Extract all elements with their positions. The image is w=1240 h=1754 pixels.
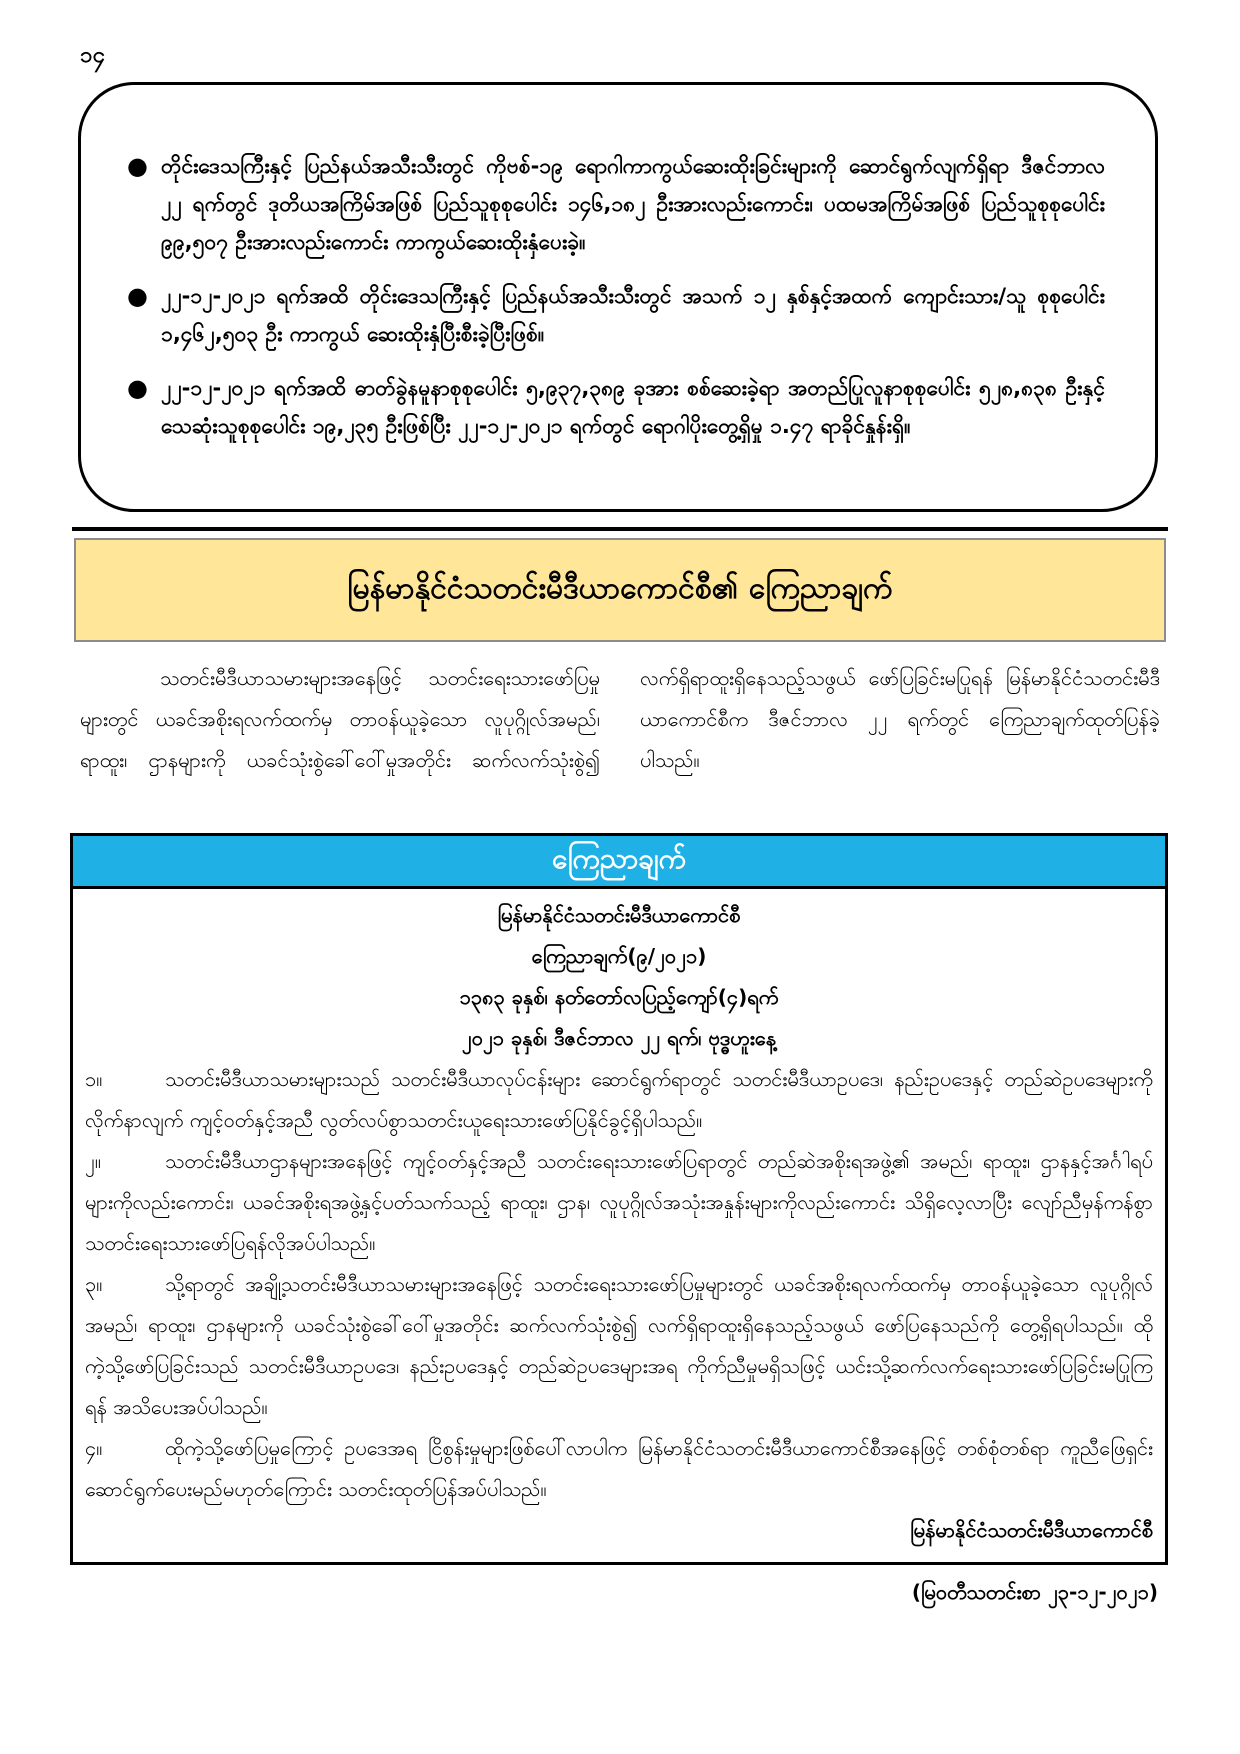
statement-paragraph <box>85 1059 1153 1141</box>
paragraph-text: သို့ရာတွင် အချို့သတင်းမီဒီယာသမားများအနေဖြင့် သတင်းရေးသားဖော်ပြမှုများတွင် ယခင်အစိုးရလက်ထက်မှ တာဝန်ယူခဲ့သော လူပုဂ္ဂိုလ်အမည်၊ ရာထူး၊ ဌာနများကို ယခင်သုံးစွဲခေါ်ဝေါ်မှုအတိုင်း ဆက်လက်သုံးစွဲ၍ လက်ရှိရာထူးရှိနေသည့်သဖွယ် ဖော်ပြနေသည်ကို တွေ့ရှိရပါသည်။ ထိုကဲ့သို့ဖော်ပြခြင်းသည် သတင်းမီဒီယာဥပဒေ၊ နည်းဥပဒေနှင့် တည်ဆဲဥပဒေများအရ ကိုက်ညီမှုမရှိသဖြင့် ယင်းသို့ဆက်လက်ရေးသားဖော်ပြခြင်းမပြုကြရန် အသိပေးအပ်ပါသည်။ <box>85 1272 1153 1419</box>
bullet-dot-icon: ● <box>127 282 148 310</box>
statement-box <box>70 833 1168 1565</box>
paragraph-number: ၃။ <box>85 1272 103 1296</box>
intro-paragraph: သတင်းမီဒီယာသမားများအနေဖြင့် သတင်းရေးသားဖော်ပြမှုများတွင် ယခင်အစိုးရလက်ထက်မှ တာဝန်ယူခဲ့သော လူပုဂ္ဂိုလ်အမည်၊ ရာထူး၊ ဌာနများကို ယခင်သုံးစွဲခေါ်ဝေါ်မှုအတိုင်း ဆက်လက်သုံးစွဲ၍ လက်ရှိရာထူးရှိနေသည့်သဖွယ် ဖော်ပြခြင်းမပြုရန် မြန်မာနိုင်ငံသတင်းမီဒီယာကောင်စီက ဒီဇင်ဘာလ ၂၂ ရက်တွင် ကြေညာချက်ထုတ်ပြန်ခဲ့ပါသည်။ <box>80 666 1160 772</box>
intro-article <box>80 658 1160 781</box>
statement-paragraph <box>85 1264 1153 1428</box>
statement-header-title: ကြေညာချက် <box>551 842 686 875</box>
bullet-item <box>127 147 1105 261</box>
section-divider <box>72 527 1168 531</box>
statement-paragraph <box>85 1141 1153 1264</box>
bullet-dot-icon: ● <box>127 374 148 402</box>
bullet-item <box>127 369 1105 445</box>
statement-signature: မြန်မာနိုင်ငံသတင်းမီဒီယာကောင်စီ <box>910 1518 1153 1542</box>
paragraph-text: သတင်းမီဒီယာဌာနများအနေဖြင့် ကျင့်ဝတ်နှင့်အညီ သတင်းရေးသားဖော်ပြရာတွင် တည်ဆဲအစိုးရအဖွဲ့၏ အမည်၊ ရာထူး၊ ဌာနနှင့်အင်္ဂါရပ်များကိုလည်းကောင်း၊ ယခင်အစိုးရအဖွဲ့နှင့်ပတ်သက်သည့် ရာထူး၊ ဌာန၊ လူပုဂ္ဂိုလ်အသုံးအနှုန်းများကိုလည်းကောင်း သိရှိလေ့လာပြီး လျော်ညီမှန်ကန်စွာ သတင်းရေးသားဖော်ပြရန်လိုအပ်ပါသည်။ <box>85 1149 1153 1255</box>
statement-paragraph <box>85 1428 1153 1510</box>
statement-body <box>73 889 1165 1551</box>
statement-org: မြန်မာနိုင်ငံသတင်းမီဒီယာကောင်စီ <box>497 903 741 927</box>
headline-banner <box>74 538 1166 642</box>
bullet-item <box>127 277 1105 353</box>
headline-title: မြန်မာနိုင်ငံသတင်းမီဒီယာကောင်စီ၏ ကြေညာချက် <box>347 570 893 606</box>
paragraph-number: ၁။ <box>85 1067 103 1091</box>
paragraph-text: သတင်းမီဒီယာသမားများသည် သတင်းမီဒီယာလုပ်ငန်းများ ဆောင်ရွက်ရာတွင် သတင်းမီဒီယာဥပဒေ၊ နည်းဥပဒေနှင့် တည်ဆဲဥပဒေများကိုလိုက်နာလျက် ကျင့်ဝတ်နှင့်အညီ လွတ်လပ်စွာသတင်းယူရေးသားဖော်ပြနိုင်ခွင့်ရှိပါသည်။ <box>85 1067 1153 1132</box>
paragraph-number: ၂။ <box>85 1149 101 1173</box>
bullet-dot-icon: ● <box>127 152 148 180</box>
source-citation: (မြဝတီသတင်းစာ ၂၃-၁၂-၂၀၂၁) <box>911 1580 1158 1604</box>
paragraph-number: ၄။ <box>85 1436 103 1460</box>
page-number: ၁၄ <box>80 43 105 68</box>
statement-number: ကြေညာချက်(၉/၂၀၂၁) <box>531 944 707 968</box>
paragraph-text: ထိုကဲ့သို့ဖော်ပြမှုကြောင့် ဥပဒေအရ ငြိစွန်းမှုများဖြစ်ပေါ်လာပါက မြန်မာနိုင်ငံသတင်းမီဒီယာကောင်စီအနေဖြင့် တစ်စုံတစ်ရာ ကူညီဖြေရှင်းဆောင်ရွက်ပေးမည်မဟုတ်ကြောင်း သတင်းထုတ်ပြန်အပ်ပါသည်။ <box>85 1436 1153 1501</box>
statement-myanmar-date: ၁၃၈၃ ခုနှစ်၊ နတ်တော်လပြည့်ကျော်(၄)ရက် <box>459 985 779 1009</box>
statement-header <box>73 836 1165 889</box>
bullet-text: ၂၂-၁၂-၂၀၂၁ ရက်အထိ ဓာတ်ခွဲနမူနာစုစုပေါင်း ၅,၉၃၇,၃၈၉ ခုအား စစ်ဆေးခဲ့ရာ အတည်ပြုလူနာစုစုပေါင်း ၅၂၈,၈၃၈ ဦးနှင့် သေဆုံးသူစုစုပေါင်း ၁၉,၂၃၅ ဦးဖြစ်ပြီး ၂၂-၁၂-၂၀၂၁ ရက်တွင် ရောဂါပိုးတွေ့ရှိမှု ၁.၄၇ ရာခိုင်နှုန်းရှိ။ <box>161 376 1105 438</box>
bullet-text: တိုင်းဒေသကြီးနှင့် ပြည်နယ်အသီးသီးတွင် ကိုဗစ်-၁၉ ရောဂါကာကွယ်ဆေးထိုးခြင်းများကို ဆောင်ရွက်လျက်ရှိရာ ဒီဇင်ဘာလ ၂၂ ရက်တွင် ဒုတိယအကြိမ်အဖြစ် ပြည်သူစုစုပေါင်း ၁၄၆,၁၈၂ ဦးအားလည်းကောင်း၊ ပထမအကြိမ်အဖြစ် ပြည်သူစုစုပေါင်း ၉၉,၅၀၇ ဦးအားလည်းကောင်း ကာကွယ်ဆေးထိုးနှံပေးခဲ့။ <box>161 154 1105 254</box>
bullet-text: ၂၂-၁၂-၂၀၂၁ ရက်အထိ တိုင်းဒေသကြီးနှင့် ပြည်နယ်အသီးသီးတွင် အသက် ၁၂ နှစ်နှင့်အထက် ကျောင်းသား/သူ စုစုပေါင်း ၁,၄၆၂,၅၀၃ ဦး ကာကွယ် ဆေးထိုးနှံပြီးစီးခဲ့ပြီးဖြစ်။ <box>161 284 1105 346</box>
statement-date: ၂၀၂၁ ခုနှစ်၊ ဒီဇင်ဘာလ ၂၂ ရက်၊ ဗုဒ္ဓဟူးနေ့ <box>461 1026 777 1050</box>
covid-summary-box <box>78 82 1158 512</box>
